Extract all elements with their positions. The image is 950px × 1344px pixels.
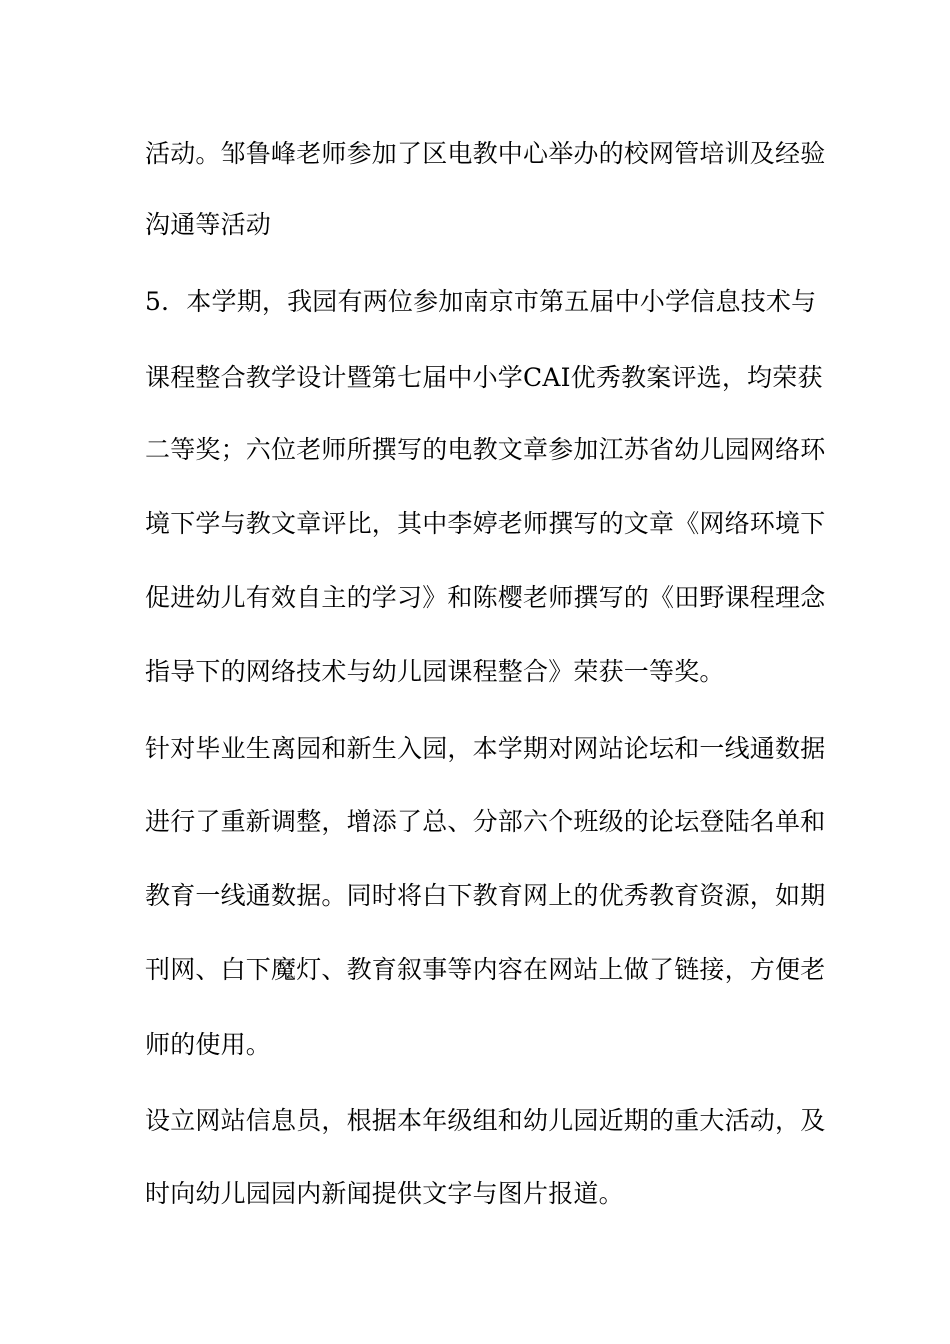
text-line: 指导下的网络技术与幼儿园课程整合》荣获一等奖。 bbox=[145, 657, 725, 686]
text-line: 刊网、白下魔灯、教育叙事等内容在网站上做了链接，方便老 bbox=[145, 955, 826, 984]
text-line: 进行了重新调整，增添了总、分部六个班级的论坛登陆名单和 bbox=[145, 807, 826, 836]
text-line: 境下学与教文章评比，其中李婷老师撰写的文章《网络环境下 bbox=[145, 509, 826, 538]
text-line: 针对毕业生离园和新生入园，本学期对网站论坛和一线通数据 bbox=[145, 734, 826, 763]
text-line: 促进幼儿有效自主的学习》和陈樱老师撰写的《田野课程理念 bbox=[145, 583, 826, 612]
text-line: 5．本学期，我园有两位参加南京市第五届中小学信息技术与 bbox=[145, 287, 817, 316]
text-line: 教育一线通数据。同时将白下教育网上的优秀教育资源，如期 bbox=[145, 881, 826, 910]
text-line: 活动。邹鲁峰老师参加了区电教中心举办的校网管培训及经验 bbox=[145, 139, 826, 168]
text-line: 二等奖；六位老师所撰写的电教文章参加江苏省幼儿园网络环 bbox=[145, 435, 826, 464]
text-line: 时向幼儿园园内新闻提供文字与图片报道。 bbox=[145, 1179, 624, 1208]
text-line: 沟通等活动 bbox=[145, 210, 272, 239]
text-line: 设立网站信息员，根据本年级组和幼儿园近期的重大活动，及 bbox=[145, 1106, 826, 1135]
text-line: 师的使用。 bbox=[145, 1030, 272, 1059]
text-line: 课程整合教学设计暨第七届中小学CAI优秀教案评选，均荣获 bbox=[145, 363, 823, 392]
